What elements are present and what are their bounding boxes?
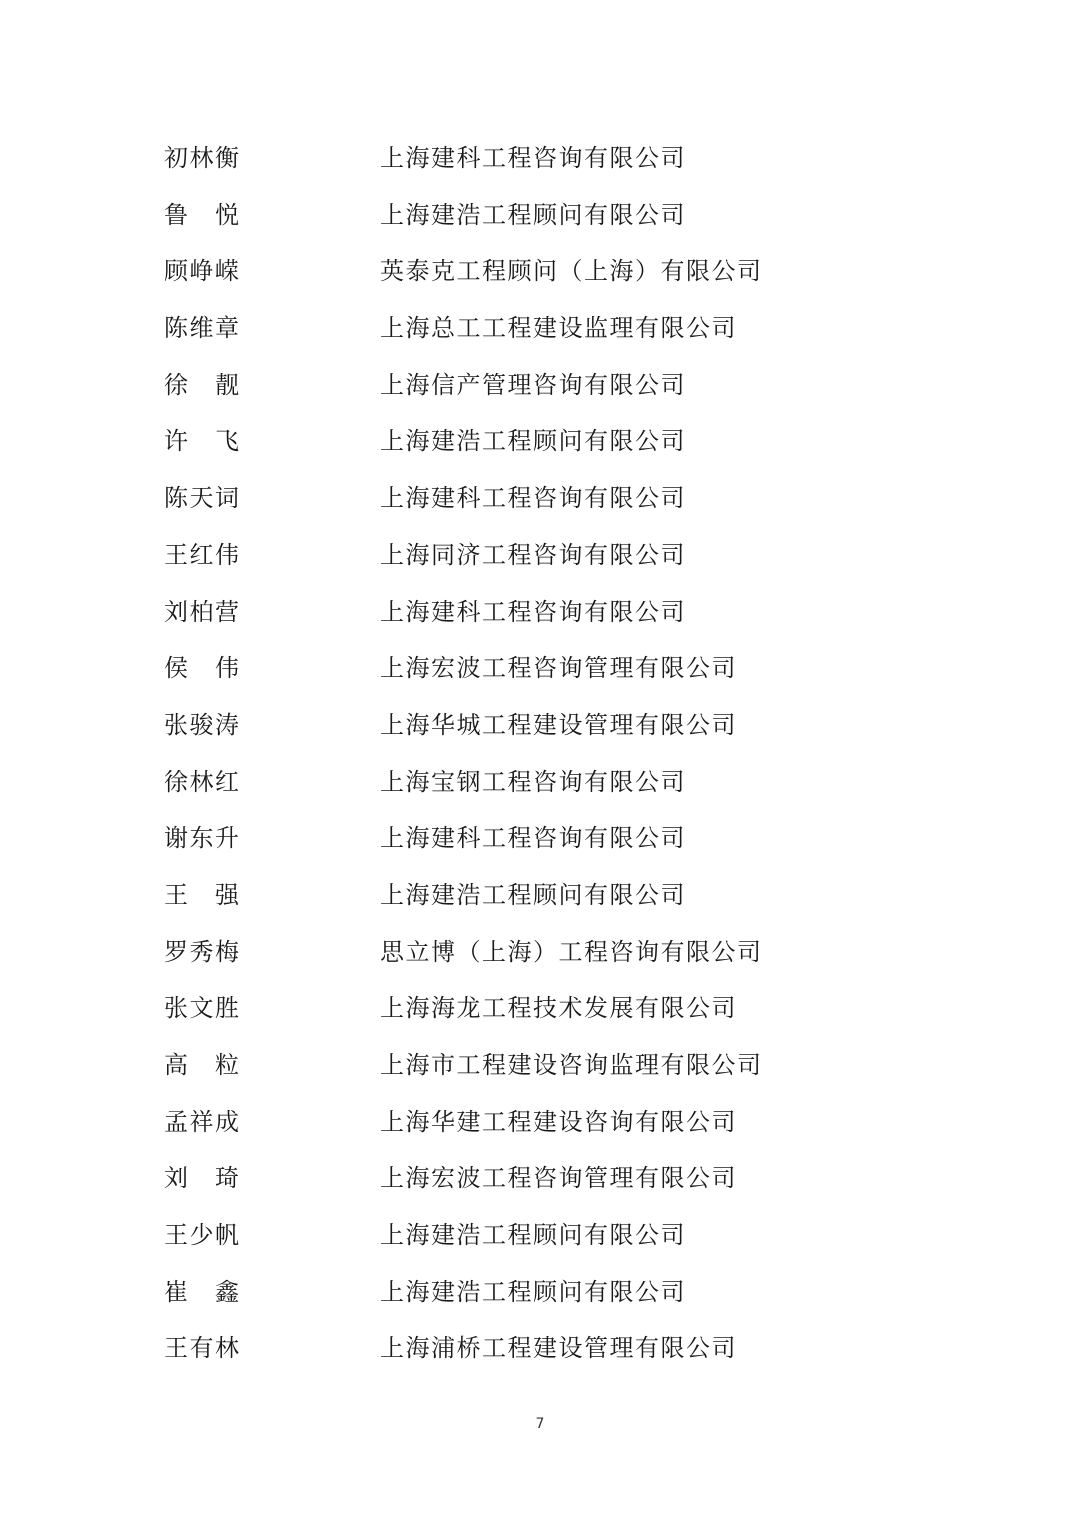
- company-name: 上海建科工程咨询有限公司: [380, 484, 686, 513]
- list-item: [0, 130, 1080, 187]
- person-name: 罗秀梅: [164, 937, 240, 966]
- person-name: 崔 鑫: [164, 1277, 240, 1306]
- list-item: [0, 1320, 1080, 1377]
- company-name: 上海建科工程咨询有限公司: [380, 824, 686, 853]
- person-name: 张文胜: [164, 994, 240, 1023]
- person-name: 王有林: [164, 1334, 240, 1363]
- company-name: 上海建浩工程顾问有限公司: [380, 880, 686, 909]
- person-name: 许 飞: [164, 427, 240, 456]
- person-name: 顾峥嵘: [164, 257, 240, 286]
- company-name: 上海建浩工程顾问有限公司: [380, 200, 686, 229]
- person-name: 孟祥成: [164, 1107, 240, 1136]
- list-item: [0, 1150, 1080, 1207]
- list-item: [0, 357, 1080, 414]
- person-name: 谢东升: [164, 824, 240, 853]
- company-name: 上海浦桥工程建设管理有限公司: [380, 1334, 737, 1363]
- person-name: 高 粒: [164, 1051, 240, 1079]
- person-name: 张骏涛: [164, 710, 240, 739]
- company-name: 上海建浩工程顾问有限公司: [380, 1221, 686, 1250]
- list-item: [0, 413, 1080, 470]
- person-name: 王 强: [164, 880, 240, 909]
- list-item: [0, 867, 1080, 924]
- list-item: [0, 1094, 1080, 1151]
- person-name: 徐 靓: [164, 370, 240, 399]
- name-company-list: [0, 130, 1080, 1377]
- person-name: 陈维章: [164, 314, 240, 343]
- person-name: 刘柏营: [164, 597, 240, 626]
- company-name: 上海建浩工程顾问有限公司: [380, 1277, 686, 1306]
- list-item: [0, 243, 1080, 300]
- list-item: [0, 584, 1080, 641]
- person-name: 侯 伟: [164, 654, 240, 683]
- list-item: [0, 924, 1080, 981]
- list-item: [0, 980, 1080, 1037]
- page-number: 7: [535, 1416, 545, 1432]
- person-name: 陈天词: [164, 484, 240, 513]
- list-item: [0, 754, 1080, 811]
- company-name: 上海建科工程咨询有限公司: [380, 144, 686, 172]
- list-item: [0, 640, 1080, 697]
- person-name: 刘 琦: [164, 1164, 240, 1193]
- list-item: [0, 697, 1080, 754]
- person-name: 鲁 悦: [164, 200, 240, 229]
- person-name: 初林衡: [164, 144, 240, 172]
- company-name: 上海建浩工程顾问有限公司: [380, 427, 686, 456]
- list-item: [0, 527, 1080, 584]
- list-item: [0, 810, 1080, 867]
- list-item: [0, 300, 1080, 357]
- company-name: 上海海龙工程技术发展有限公司: [380, 994, 737, 1023]
- company-name: 上海信产管理咨询有限公司: [380, 370, 686, 399]
- company-name: 上海华城工程建设管理有限公司: [380, 710, 737, 739]
- person-name: 王红伟: [164, 540, 240, 569]
- company-name: 上海宝钢工程咨询有限公司: [380, 767, 686, 796]
- list-item: [0, 470, 1080, 527]
- person-name: 王少帆: [164, 1221, 240, 1250]
- company-name: 上海宏波工程咨询管理有限公司: [380, 654, 737, 683]
- company-name: 上海宏波工程咨询管理有限公司: [380, 1164, 737, 1193]
- company-name: 英泰克工程顾问（上海）有限公司: [380, 257, 763, 286]
- list-item: [0, 1264, 1080, 1321]
- list-item: [0, 187, 1080, 244]
- company-name: 上海市工程建设咨询监理有限公司: [380, 1051, 763, 1079]
- company-name: 上海同济工程咨询有限公司: [380, 540, 686, 569]
- company-name: 上海总工工程建设监理有限公司: [380, 314, 737, 343]
- person-name: 徐林红: [164, 767, 240, 796]
- company-name: 思立博（上海）工程咨询有限公司: [380, 937, 763, 966]
- company-name: 上海华建工程建设咨询有限公司: [380, 1107, 737, 1136]
- company-name: 上海建科工程咨询有限公司: [380, 597, 686, 626]
- list-item: [0, 1037, 1080, 1094]
- list-item: [0, 1207, 1080, 1264]
